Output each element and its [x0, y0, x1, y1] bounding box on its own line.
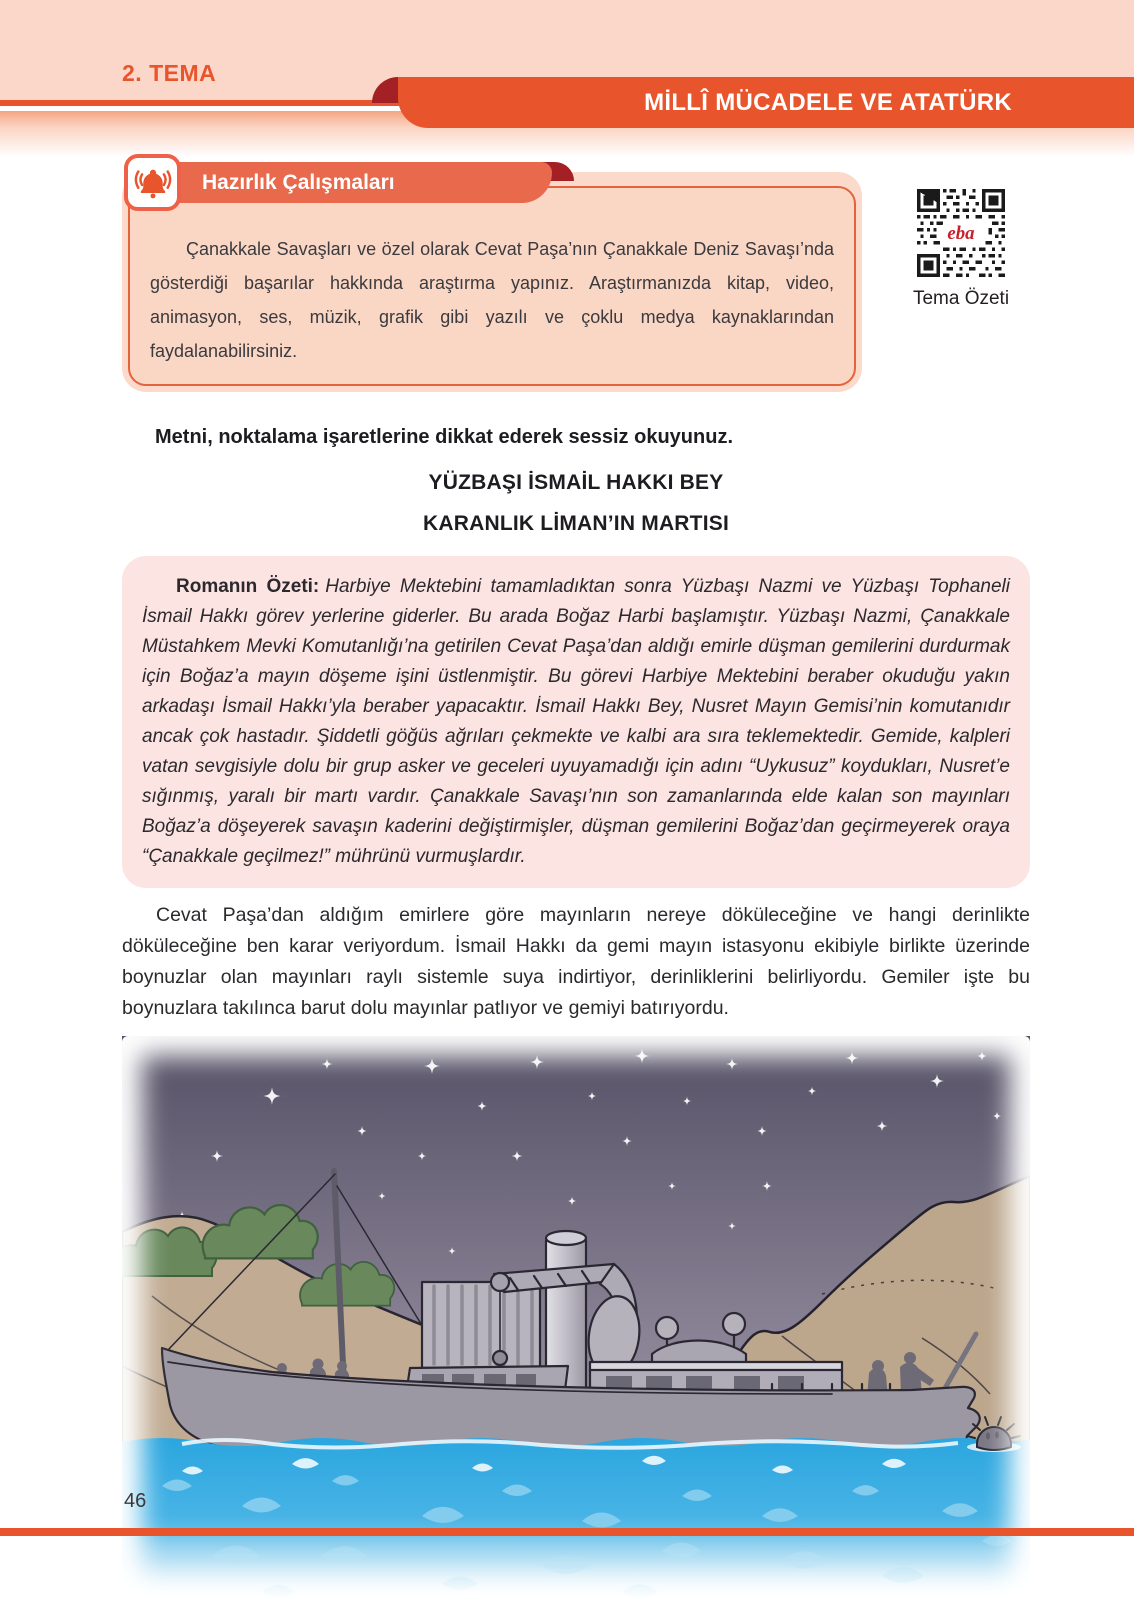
content-column: [122, 150, 1030, 1610]
preparation-title: Hazırlık Çalışmaları: [202, 170, 395, 194]
illustration-canvas: [122, 1036, 1030, 1610]
qr-caption: Tema Özeti: [912, 288, 1010, 309]
qr-code[interactable]: [914, 186, 1008, 280]
story-illustration: [122, 1036, 1030, 1610]
preparation-section: [122, 172, 1030, 392]
theme-banner: [398, 77, 1134, 128]
summary-text: Harbiye Mektebini tamamladıktan sonra Yüzbaşı Nazmi ve Yüzbaşı Tophaneli İsmail Hakkı görev yerlerine giderler. Bu arada Boğaz Harbi başlamıştır. Yüzbaşı Nazmi, Çanakkale Müstahkem Mevki Komutanlığı’na getirilen Cevat Paşa’dan aldığı emirle düşman gemilerini durdurmak için Boğaz’a mayın döşeme işini üstlenmiştir. Bu görevi Harbiye Mektebini beraber okuduğu yakın arkadaşı İsmail Hakkı’yla beraber yapacaktır. İsmail Hakkı Bey, Nusret Mayın Gemisi’nin komutanıdır ancak çok hastadır. Şiddetli göğüs ağrıları çekmekte ve kalbi ara sıra teklemektedir. Gemide, kalpleri vatan sevgisiyle dolu bir grup asker ve geceleri uyuyamadığı için adını “Uykusuz” koydukları, Nusret’e sığınmış, yaralı bir martı vardır. Çanakkale Savaşı’nın son zamanlarında elde kalan son mayınları Boğaz’a döşeyerek savaşın kaderini değiştirmişler, düşman gemilerini Boğaz’dan geçirmeyerek oraya “Çanakkale geçilmez!” mührünü vurmuşlardır.: [142, 576, 1010, 867]
page-number: 46: [124, 1490, 147, 1512]
preparation-ribbon: [162, 162, 552, 203]
story-title-line2: KARANLIK LİMAN’IN MARTISI: [423, 512, 729, 535]
story-paragraph: Cevat Paşa’dan aldığım emirlere göre mayınların nereye döküleceğine ve hangi derinlikte döküleceğine ben karar veriyordum. İsmail Hakkı da gemi mayın istasyonu ekibiyle birlikte üzerinde boynuzlar olan mayınları raylı sistemle suya indirtiyor, derinliklerini belirliyordu. Gemiler işte bu boynuzlara takılınca barut dolu mayınlar patlıyor ve gemiyi batırıyordu.: [122, 904, 1030, 1019]
reading-instruction: Metni, noktalama işaretlerine dikkat ederek sessiz okuyunuz.: [155, 426, 733, 448]
theme-banner-title: MİLLÎ MÜCADELE VE ATATÜRK: [644, 88, 1012, 116]
preparation-box-halo: [122, 172, 862, 392]
novel-summary-box: [122, 556, 1030, 888]
novel-summary: [142, 572, 1010, 872]
tema-label: 2. TEMA: [122, 60, 217, 86]
footer-bar: [0, 1528, 1134, 1536]
qr-column: [896, 172, 1026, 310]
summary-label: Romanın Özeti:: [176, 576, 320, 597]
eba-logo: eba: [947, 223, 975, 245]
preparation-box: [128, 186, 856, 386]
bell-icon: [124, 154, 181, 211]
preparation-text: Çanakkale Savaşları ve özel olarak Cevat Paşa’nın Çanakkale Deniz Savaşı’nda gösterdiği başarılar hakkında araştırma yapınız. Araştırmanızda kitap, video, animasyon, ses, müzik, grafik gibi yazılı ve çoklu medya kaynaklarından faydalanabilirsiniz.: [150, 239, 834, 361]
story-title-line1: YÜZBAŞI İSMAİL HAKKI BEY: [428, 471, 724, 494]
